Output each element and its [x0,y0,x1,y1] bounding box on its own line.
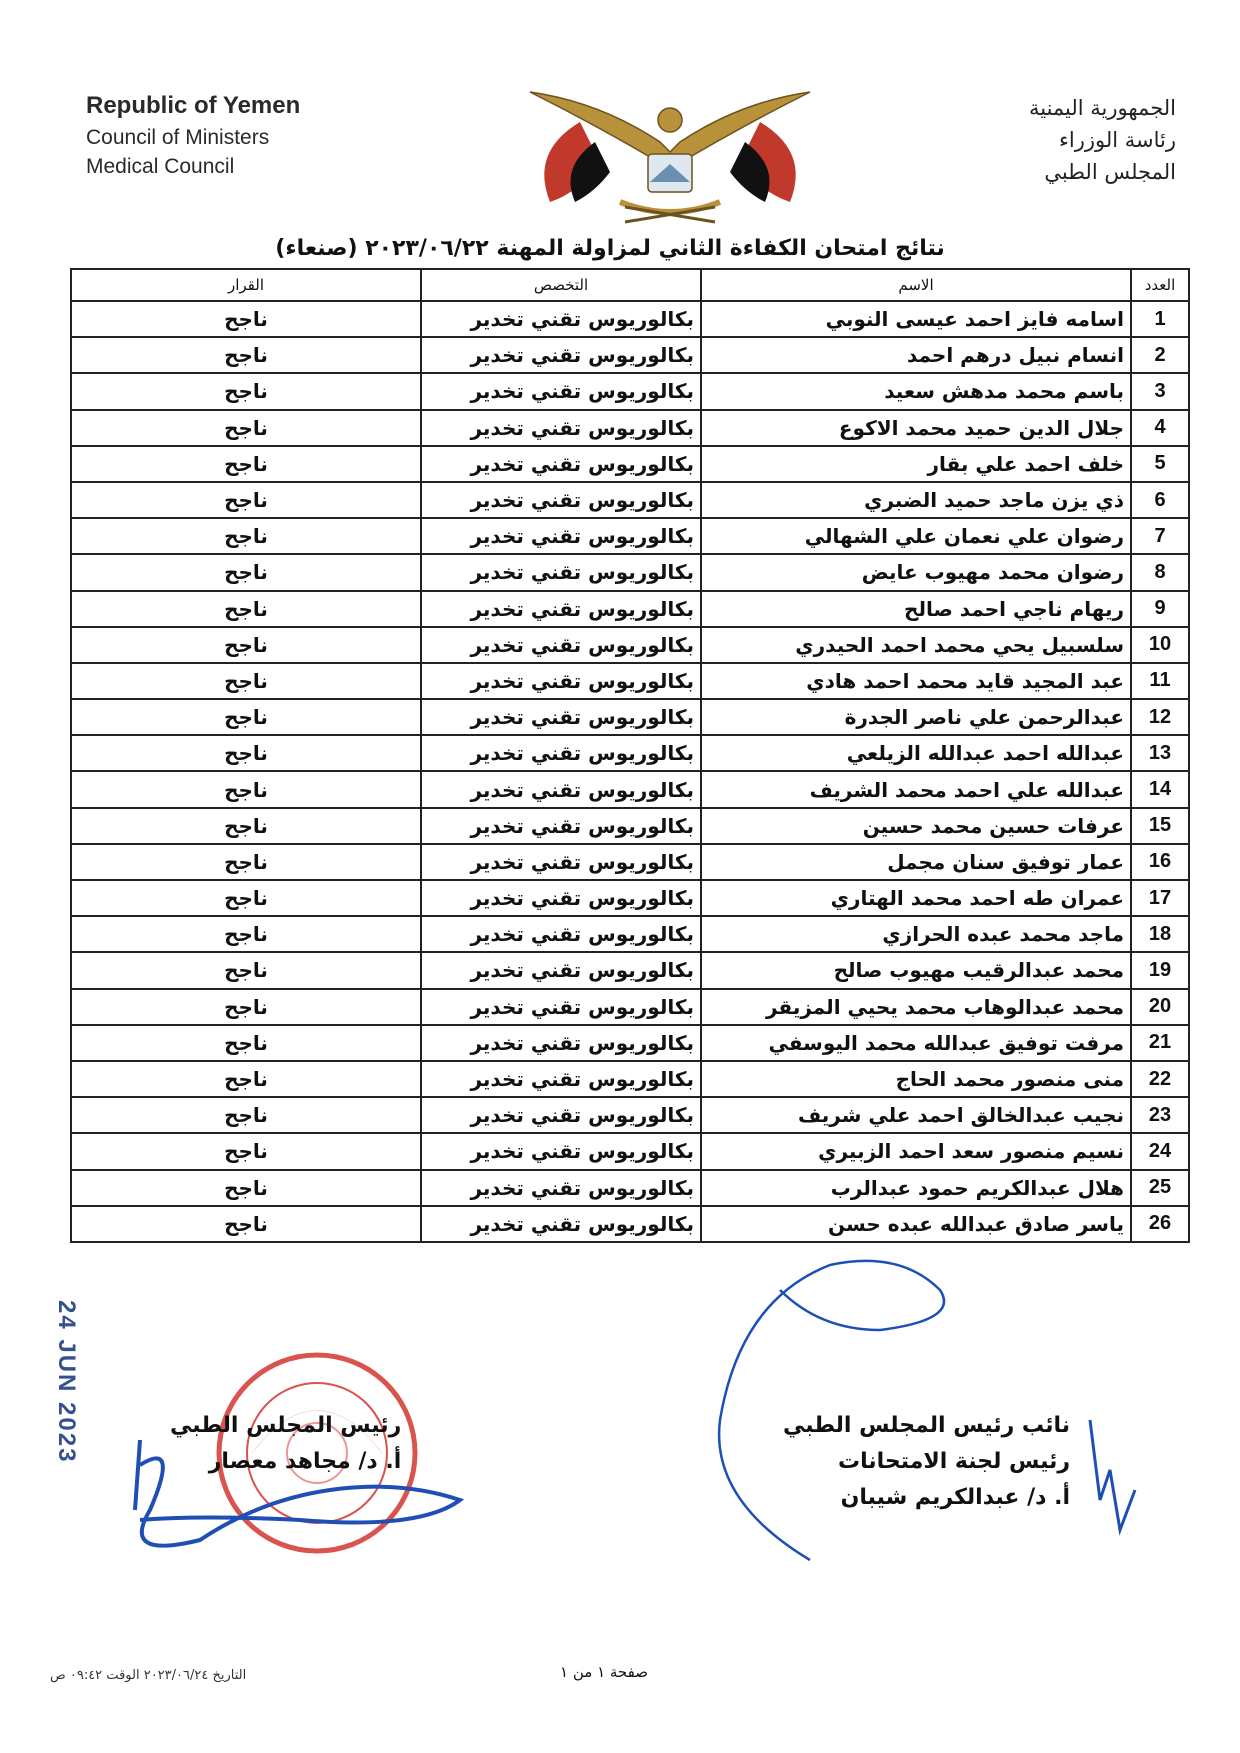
header-left-line-3: Medical Council [86,155,235,178]
table-row [71,989,1189,1025]
table-row [71,1025,1189,1061]
row-specialty: بكالوريوس تقني تخدير [421,410,701,446]
row-decision: ناجح [71,373,421,409]
header-name: الاسم [701,269,1131,301]
table-row [71,916,1189,952]
row-num: 13 [1131,735,1189,771]
row-name: عبد المجيد قايد محمد احمد هادي [701,663,1131,699]
row-name: انسام نبيل درهم احمد [701,337,1131,373]
row-num: 20 [1131,989,1189,1025]
row-name: رضوان محمد مهيوب عايض [701,554,1131,590]
table-row [71,301,1189,337]
row-name: نسيم منصور سعد احمد الزبيري [701,1133,1131,1169]
row-decision: ناجح [71,1133,421,1169]
row-specialty: بكالوريوس تقني تخدير [421,337,701,373]
row-name: نجيب عبدالخالق احمد علي شريف [701,1097,1131,1133]
table-row [71,735,1189,771]
header-num: العدد [1131,269,1189,301]
header-right-line-3: المجلس الطبي [1044,160,1176,184]
row-specialty: بكالوريوس تقني تخدير [421,699,701,735]
header-right-line-1: الجمهورية اليمنية [1028,96,1176,120]
table-row [71,627,1189,663]
row-num: 6 [1131,482,1189,518]
row-specialty: بكالوريوس تقني تخدير [421,446,701,482]
row-num: 8 [1131,554,1189,590]
table-row [71,952,1189,988]
row-name: هلال عبدالكريم حمود عبدالرب [701,1170,1131,1206]
row-name: سلسبيل يحي محمد احمد الحيدري [701,627,1131,663]
header-left-line-1: Republic of Yemen [86,92,301,119]
row-specialty: بكالوريوس تقني تخدير [421,301,701,337]
row-specialty: بكالوريوس تقني تخدير [421,735,701,771]
table-row [71,771,1189,807]
row-num: 19 [1131,952,1189,988]
row-decision: ناجح [71,989,421,1025]
row-name: مرفت توفيق عبدالله محمد اليوسفي [701,1025,1131,1061]
signature-block-right [783,1408,1070,1516]
row-num: 12 [1131,699,1189,735]
table-row [71,808,1189,844]
row-decision: ناجح [71,844,421,880]
row-name: ذي يزن ماجد حميد الضبري [701,482,1131,518]
table-row [71,446,1189,482]
row-specialty: بكالوريوس تقني تخدير [421,808,701,844]
table-row [71,699,1189,735]
row-specialty: بكالوريوس تقني تخدير [421,916,701,952]
row-name: جلال الدين حميد محمد الاكوع [701,410,1131,446]
row-specialty: بكالوريوس تقني تخدير [421,482,701,518]
table-row [71,1170,1189,1206]
header-left-line-2: Council of Ministers [86,126,270,149]
row-name: محمد عبدالوهاب محمد يحيي المزيقر [701,989,1131,1025]
row-decision: ناجح [71,591,421,627]
row-num: 1 [1131,301,1189,337]
row-specialty: بكالوريوس تقني تخدير [421,554,701,590]
row-decision: ناجح [71,410,421,446]
row-decision: ناجح [71,735,421,771]
row-decision: ناجح [71,1097,421,1133]
signature-block-left [170,1408,401,1480]
row-decision: ناجح [71,952,421,988]
row-decision: ناجح [71,1206,421,1242]
row-name: ريهام ناجي احمد صالح [701,591,1131,627]
row-decision: ناجح [71,301,421,337]
signature-right-line-2: رئيس لجنة الامتحانات [837,1449,1070,1474]
print-datetime: التاريخ ٢٠٢٣/٠٦/٢٤ الوقت ٠٩:٤٢ ص [50,1668,247,1683]
row-specialty: بكالوريوس تقني تخدير [421,1097,701,1133]
row-decision: ناجح [71,337,421,373]
page-number: صفحة ١ من ١ [560,1663,648,1681]
table-row [71,410,1189,446]
header-right [1029,96,1176,192]
received-date-stamp: 24 JUN 2023 [53,1300,80,1464]
row-specialty: بكالوريوس تقني تخدير [421,663,701,699]
row-decision: ناجح [71,482,421,518]
row-name: عرفات حسين محمد حسين [701,808,1131,844]
row-decision: ناجح [71,1061,421,1097]
row-decision: ناجح [71,1170,421,1206]
row-decision: ناجح [71,699,421,735]
row-decision: ناجح [71,663,421,699]
row-specialty: بكالوريوس تقني تخدير [421,880,701,916]
row-specialty: بكالوريوس تقني تخدير [421,373,701,409]
row-num: 23 [1131,1097,1189,1133]
row-name: خلف احمد علي بقار [701,446,1131,482]
row-specialty: بكالوريوس تقني تخدير [421,1061,701,1097]
table-row [71,1097,1189,1133]
table-row [71,880,1189,916]
row-num: 18 [1131,916,1189,952]
row-specialty: بكالوريوس تقني تخدير [421,771,701,807]
row-specialty: بكالوريوس تقني تخدير [421,518,701,554]
row-num: 21 [1131,1025,1189,1061]
table-row [71,482,1189,518]
signature-right-line-3: أ. د/ عبدالكريم شيبان [840,1485,1070,1510]
row-specialty: بكالوريوس تقني تخدير [421,627,701,663]
table-header-row [71,269,1189,301]
signature-left-line-1: رئيس المجلس الطبي [170,1413,402,1438]
header-right-line-2: رئاسة الوزراء [1059,128,1176,152]
row-name: ياسر صادق عبدالله عبده حسن [701,1206,1131,1242]
row-specialty: بكالوريوس تقني تخدير [421,1170,701,1206]
row-num: 10 [1131,627,1189,663]
row-specialty: بكالوريوس تقني تخدير [421,989,701,1025]
table-row [71,1061,1189,1097]
row-num: 17 [1131,880,1189,916]
row-name: ماجد محمد عبده الحرازي [701,916,1131,952]
row-name: عمران طه احمد محمد الهتاري [701,880,1131,916]
row-num: 26 [1131,1206,1189,1242]
row-num: 14 [1131,771,1189,807]
row-decision: ناجح [71,880,421,916]
table-row [71,1133,1189,1169]
row-specialty: بكالوريوس تقني تخدير [421,1206,701,1242]
row-specialty: بكالوريوس تقني تخدير [421,1025,701,1061]
row-decision: ناجح [71,518,421,554]
table-row [71,373,1189,409]
row-specialty: بكالوريوس تقني تخدير [421,844,701,880]
row-num: 15 [1131,808,1189,844]
row-num: 2 [1131,337,1189,373]
row-num: 16 [1131,844,1189,880]
row-decision: ناجح [71,554,421,590]
row-name: منى منصور محمد الحاج [701,1061,1131,1097]
row-num: 22 [1131,1061,1189,1097]
table-row [71,337,1189,373]
table-row [71,663,1189,699]
header-decision: القرار [71,269,421,301]
row-name: عبدالرحمن علي ناصر الجدرة [701,699,1131,735]
row-num: 7 [1131,518,1189,554]
yemen-emblem-icon [520,82,820,232]
row-decision: ناجح [71,771,421,807]
row-num: 3 [1131,373,1189,409]
row-name: اسامه فايز احمد عيسى النوبي [701,301,1131,337]
signature-left-line-2: أ. د/ مجاهد معصار [208,1449,402,1474]
row-specialty: بكالوريوس تقني تخدير [421,952,701,988]
row-decision: ناجح [71,446,421,482]
page-title: نتائج امتحان الكفاءة الثاني لمزاولة المهنة ٢٠٢٣/٠٦/٢٢ (صنعاء) [275,236,945,261]
row-num: 5 [1131,446,1189,482]
table-row [71,591,1189,627]
row-num: 25 [1131,1170,1189,1206]
row-name: عمار توفيق سنان مجمل [701,844,1131,880]
row-name: عبدالله علي احمد محمد الشريف [701,771,1131,807]
results-table [70,268,1190,1243]
table-row [71,844,1189,880]
row-name: محمد عبدالرقيب مهيوب صالح [701,952,1131,988]
row-decision: ناجح [71,808,421,844]
row-name: رضوان علي نعمان علي الشهالي [701,518,1131,554]
row-num: 4 [1131,410,1189,446]
row-num: 24 [1131,1133,1189,1169]
header-left [86,92,300,184]
row-decision: ناجح [71,1025,421,1061]
table-row [71,554,1189,590]
table-row [71,518,1189,554]
table-row [71,1206,1189,1242]
row-num: 11 [1131,663,1189,699]
header-specialty: التخصص [421,269,701,301]
row-name: عبدالله احمد عبدالله الزيلعي [701,735,1131,771]
row-decision: ناجح [71,916,421,952]
row-name: باسم محمد مدهش سعيد [701,373,1131,409]
row-num: 9 [1131,591,1189,627]
row-specialty: بكالوريوس تقني تخدير [421,591,701,627]
row-specialty: بكالوريوس تقني تخدير [421,1133,701,1169]
row-decision: ناجح [71,627,421,663]
signature-right-line-1: نائب رئيس المجلس الطبي [782,1413,1070,1438]
